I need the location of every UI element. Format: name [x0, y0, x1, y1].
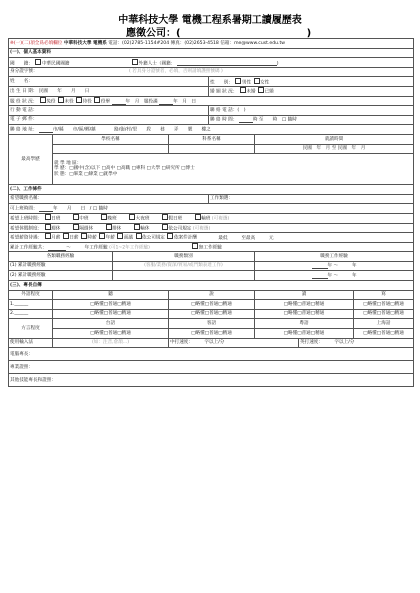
exp-row2-from-field[interactable]	[312, 273, 328, 279]
salary-daily-checkbox[interactable]	[63, 233, 69, 239]
id-label: 身分證字號：	[10, 69, 38, 75]
shift-mid-label: 中班	[79, 216, 89, 222]
mobile-field[interactable]	[9, 106, 209, 116]
typing-cn-speed-field[interactable]: 中打速度： 字以上/分	[169, 338, 299, 348]
shift-holiday-label: 假日班	[168, 216, 183, 222]
job-name-field[interactable]	[9, 194, 209, 204]
lang-row2-speak-level[interactable]: □略懂□普通□精通	[169, 309, 255, 319]
exp-row2-category-field[interactable]	[113, 271, 255, 281]
no-exp-label: 無工作經驗	[198, 245, 222, 251]
typing-en-speed-field[interactable]: 英打速度： 字以上/分	[299, 338, 414, 348]
lang-write-header: 寫	[354, 290, 414, 300]
job-name-label: 希望職務名稱：	[10, 196, 43, 202]
education-values-row	[9, 144, 414, 154]
salary-negotiable-checkbox[interactable]	[117, 233, 123, 239]
typing-row	[9, 338, 414, 348]
gender-female-checkbox[interactable]	[254, 78, 260, 84]
start-date-label: 可上班時間：	[10, 206, 38, 212]
military-year-field[interactable]	[112, 99, 126, 105]
military-not-served-checkbox[interactable]	[58, 97, 64, 103]
address-row	[9, 125, 414, 135]
shift-rotation-label: 輪班	[201, 216, 211, 222]
id-row	[9, 67, 414, 77]
welfare-rotating-label: 輪休	[140, 226, 150, 232]
exp-row1-category-field[interactable]: (客服/業務/資深/貿易/或門類表達工作)	[113, 261, 255, 271]
exp-row2-label: (2) 累計職務經驗	[9, 271, 113, 281]
shift-row	[9, 213, 414, 223]
no-exp-checkbox[interactable]	[192, 243, 198, 249]
edu-period-header: 就讀時間	[255, 134, 414, 144]
job-category-field[interactable]	[209, 194, 414, 204]
shift-hint: (可複選)	[211, 216, 230, 222]
lang-row1-write-level[interactable]: □略懂□普通□精通	[354, 300, 414, 310]
other-skill-field[interactable]	[9, 374, 414, 387]
apply-company-line	[126, 24, 311, 39]
shift-overnight-label: 大夜班	[135, 216, 150, 222]
salary-monthly-checkbox[interactable]	[45, 233, 51, 239]
salary-row	[9, 233, 414, 243]
name-label: 姓 名：	[10, 78, 33, 84]
exp-row-2	[9, 271, 414, 281]
welfare-weekly-checkbox[interactable]	[45, 224, 51, 230]
lang-row1-speak-level[interactable]: □略懂□普通□精通	[169, 300, 255, 310]
salary-company-checkbox[interactable]	[136, 233, 142, 239]
job-category-label: 工作類選：	[210, 196, 233, 202]
job-name-row	[9, 194, 414, 204]
license-field[interactable]	[9, 361, 414, 374]
salary-negotiable-label: 面議	[123, 235, 134, 241]
typing-label: 使用輸入法	[9, 338, 53, 348]
welfare-scheduled-label: 排休	[112, 226, 122, 232]
exp-type-header: 各類職務經驗	[9, 252, 113, 262]
contact-time-value: 時 至 時 □ 隨時	[252, 117, 297, 123]
salary-yearly-label: 年薪	[105, 235, 115, 241]
email-row	[9, 115, 414, 125]
other-skill-label: 其他技能專長和證照：	[10, 377, 56, 383]
nationality-label: 國 籍：	[10, 61, 33, 67]
military-end-field[interactable]	[159, 99, 173, 105]
typing-method-field[interactable]: (如：注音,倉頡...)	[53, 338, 169, 348]
contact-time-from-field[interactable]	[239, 117, 253, 123]
salary-hourly-label: 時薪	[87, 235, 97, 241]
military-exempt-label: 免役	[46, 99, 56, 105]
military-date-label: 年 月 日	[173, 99, 197, 105]
lang-row2-write-level[interactable]: □略懂□普通□精通	[354, 309, 414, 319]
edu-school-header: 學校名稱	[53, 134, 169, 144]
license-row	[9, 361, 414, 374]
address-city-field[interactable]	[39, 127, 53, 133]
marital-married-checkbox[interactable]	[258, 87, 264, 93]
total-exp-from-field[interactable]	[48, 245, 66, 251]
notice-row	[9, 39, 414, 49]
salary-company-label: 依公司規定	[142, 235, 165, 241]
lang-speak-header: 說	[169, 290, 255, 300]
computer-skill-field[interactable]	[9, 348, 414, 361]
marital-single-checkbox[interactable]	[240, 87, 246, 93]
lang-listen-header: 聽	[53, 290, 169, 300]
apply-company-suffix: )	[306, 28, 312, 39]
military-label: 服 役 狀 況：	[10, 99, 38, 105]
birth-label: 出 生 日 期：	[10, 88, 38, 94]
total-exp-hint: (可1~2年工作經驗)	[109, 245, 150, 251]
exp-category-header: 職務類別	[113, 252, 255, 262]
lang-header-row	[9, 290, 414, 300]
nationality-row: 國 籍： 中華民國國籍 外籍人士（國籍： )	[9, 58, 414, 68]
phone-row	[9, 106, 414, 116]
phone-field[interactable]	[209, 106, 414, 116]
dialect-shanghainese-header: 上海話	[354, 319, 414, 329]
dialect-taiwanese-header: 台語	[53, 319, 169, 329]
address-label: 聯 絡 地 址：	[10, 127, 38, 133]
nationality-foreign-label: 外籍人士（國籍：	[138, 61, 176, 67]
nationality-roc-checkbox[interactable]	[35, 59, 41, 65]
start-date-year-field[interactable]	[39, 206, 53, 212]
dialect-hakka-level[interactable]: □略懂□普通□精通	[169, 329, 255, 339]
military-tail-label: 年 月 服役滿	[125, 99, 158, 105]
welfare-label: 希望休假制度：	[10, 226, 43, 232]
address-value: 市/縣 市/區/鄉/鎮 路/街/村/里 段 巷 弄 號 樓之	[52, 127, 211, 133]
gender-female-label: 女性	[260, 80, 270, 86]
shift-day-label: 日班	[51, 216, 61, 222]
lang-row-1	[9, 300, 414, 310]
dialect-levels-row	[9, 329, 414, 339]
apply-company-prefix: 應徵公司：(	[126, 28, 181, 39]
birth-date-field[interactable]: 民國 年 月 日	[38, 88, 90, 94]
dialect-taiwanese-level[interactable]: □略懂□普通□精通	[53, 329, 169, 339]
military-exempt-checkbox[interactable]	[40, 97, 46, 103]
exp-row1-range: 年 ～ 年	[327, 263, 357, 269]
lang-row-2	[9, 309, 414, 319]
welfare-hint: (可複選)	[192, 226, 211, 232]
nationality-roc-label: 中華民國國籍	[41, 61, 70, 67]
dialect-cantonese-header: 粵語	[255, 319, 354, 329]
dialect-header-row	[9, 319, 414, 329]
other-skill-row	[9, 374, 414, 387]
salary-monthly-label: 月薪	[51, 235, 61, 241]
welfare-rotating-checkbox[interactable]	[134, 224, 140, 230]
resume-table	[8, 38, 414, 387]
lang-row2-name-field[interactable]: 2.______	[9, 309, 53, 319]
shift-mid-checkbox[interactable]	[73, 214, 79, 220]
email-label: 電 子 郵 件：	[10, 117, 38, 123]
welfare-weekly-label: 週休	[51, 226, 61, 232]
exp-row1-label: (1) 累計職務經驗	[9, 261, 113, 271]
welfare-biweekly-checkbox[interactable]	[73, 224, 79, 230]
military-row	[9, 96, 414, 106]
gender-male-checkbox[interactable]	[235, 78, 241, 84]
required-note: ※(一)(二)項全爲必填欄位	[10, 40, 63, 46]
lang-row1-listen-level[interactable]: □略懂□普通□精通	[53, 300, 169, 310]
salary-per-case-checkbox[interactable]	[167, 233, 173, 239]
lang-row2-listen-level[interactable]: □略懂□普通□精通	[53, 309, 169, 319]
education-detail-row	[9, 154, 414, 185]
section2-title: (二)、工作條件	[9, 185, 414, 195]
email-field[interactable]	[9, 115, 209, 125]
form-title: 中華科技大學 電機工程系暑期工讀履歷表	[118, 15, 302, 26]
total-exp-label: 累計工作經驗共：	[10, 245, 47, 251]
gender-male-label: 男性	[241, 80, 252, 86]
edu-dept-field[interactable]	[169, 144, 255, 154]
edu-status[interactable]: 狀 態：□畢業 □肄業 □就學中	[54, 171, 118, 177]
dialect-cantonese-level[interactable]: □略懂□普通□精通	[255, 329, 354, 339]
name-gender-row	[9, 77, 414, 87]
edu-degree[interactable]: 學 歷：□國中(含)以下 □高中 □高職 □專科 □大學 □研究所 □博士	[54, 166, 195, 172]
salary-per-case-label: 依案件計酬	[173, 235, 197, 241]
phone-label: 聯 絡 電 話：( )	[210, 107, 246, 113]
welfare-company-label: 依公司規定	[168, 226, 192, 232]
start-date-row	[9, 204, 414, 214]
lang-row1-name-field[interactable]: 1.______	[9, 300, 53, 310]
mobile-label: 行 動 電 話：	[10, 107, 38, 113]
military-waiting-label: 待役	[82, 99, 92, 105]
shift-rotation-checkbox[interactable]	[195, 214, 201, 220]
shift-overnight-checkbox[interactable]	[129, 214, 135, 220]
lang-row1-read-level[interactable]: □略懂□普通□精通	[255, 300, 354, 310]
marital-single-label: 未婚	[246, 89, 256, 95]
nationality-foreign-checkbox[interactable]	[132, 59, 138, 65]
shift-day-checkbox[interactable]	[45, 214, 51, 220]
exp-duration-header: 職務工作經驗	[255, 252, 414, 262]
edu-school-field[interactable]	[53, 144, 169, 154]
lang-row2-read-level[interactable]: □略懂□普通□精通	[255, 309, 354, 319]
salary-yearly-checkbox[interactable]	[99, 233, 105, 239]
school-name: 中華科技大學 電機系	[63, 40, 107, 46]
exp-header-row	[9, 252, 414, 262]
shift-night-label: 晚班	[107, 216, 117, 222]
dialect-hakka-header: 客語	[169, 319, 255, 329]
start-date-value: 年 月 日 / □ 隨時	[53, 206, 108, 212]
shift-label: 希望上班時間：	[10, 216, 43, 222]
military-completed-checkbox[interactable]	[94, 97, 100, 103]
computer-skill-label: 電腦專長：	[10, 351, 33, 357]
exp-row2-range: 年 ～ 年	[327, 273, 357, 279]
salary-label: 希望薪資待遇：	[10, 235, 43, 241]
dialect-shanghainese-level[interactable]: □略懂□普通□精通	[354, 329, 414, 339]
marital-label: 婚 姻 狀 況：	[210, 89, 238, 95]
salary-daily-label: 日薪	[69, 235, 79, 241]
name-field[interactable]	[9, 77, 209, 87]
total-exp-value: ～ 年工作經驗	[66, 245, 108, 251]
military-waiting-checkbox[interactable]	[76, 97, 82, 103]
military-completed-label: 役畢	[100, 99, 111, 105]
foreign-country-field[interactable]	[177, 60, 277, 66]
gender-label: 性 別：	[210, 80, 233, 86]
marital-married-label: 已婚	[264, 89, 274, 95]
education-label: 最高學歷	[9, 134, 53, 184]
military-not-served-label: 未役	[64, 99, 74, 105]
total-exp-row	[9, 242, 414, 252]
welfare-biweekly-label: 隔週休	[79, 226, 94, 232]
license-label: 專業證照：	[10, 364, 33, 370]
dialect-label: 方言程度	[9, 319, 53, 338]
salary-range-field[interactable]: 最低 至最高 元	[218, 235, 274, 241]
computer-skill-row	[9, 348, 414, 361]
school-contact: 電話：(02)2785-1154#204 傳真：(02)2653-4518 信箱：me@www.cust.edu.tw	[108, 40, 286, 46]
id-hint: ( 若具身分證號者，必填，否則請填護照號碼 )	[129, 69, 223, 75]
education-header-row	[9, 134, 414, 144]
edu-period-field[interactable]: 民國 年 月 至 民國 年 月	[255, 144, 414, 154]
birth-marital-row	[9, 86, 414, 96]
edu-dept-header: 科系名稱	[169, 134, 255, 144]
exp-row-1	[9, 261, 414, 271]
edu-area[interactable]: 就 學 地 區：	[54, 161, 82, 167]
contact-time-label: 聯 絡 時 間：	[210, 117, 238, 123]
exp-row1-from-field[interactable]	[312, 263, 328, 269]
section3-title: (三)、專長自傳	[9, 281, 414, 291]
section1-title: (一)、個人基本資料	[9, 48, 414, 58]
welfare-scheduled-checkbox[interactable]	[106, 224, 112, 230]
lang-label: 外語程度	[9, 290, 53, 300]
welfare-row	[9, 223, 414, 233]
lang-read-header: 讀	[255, 290, 354, 300]
